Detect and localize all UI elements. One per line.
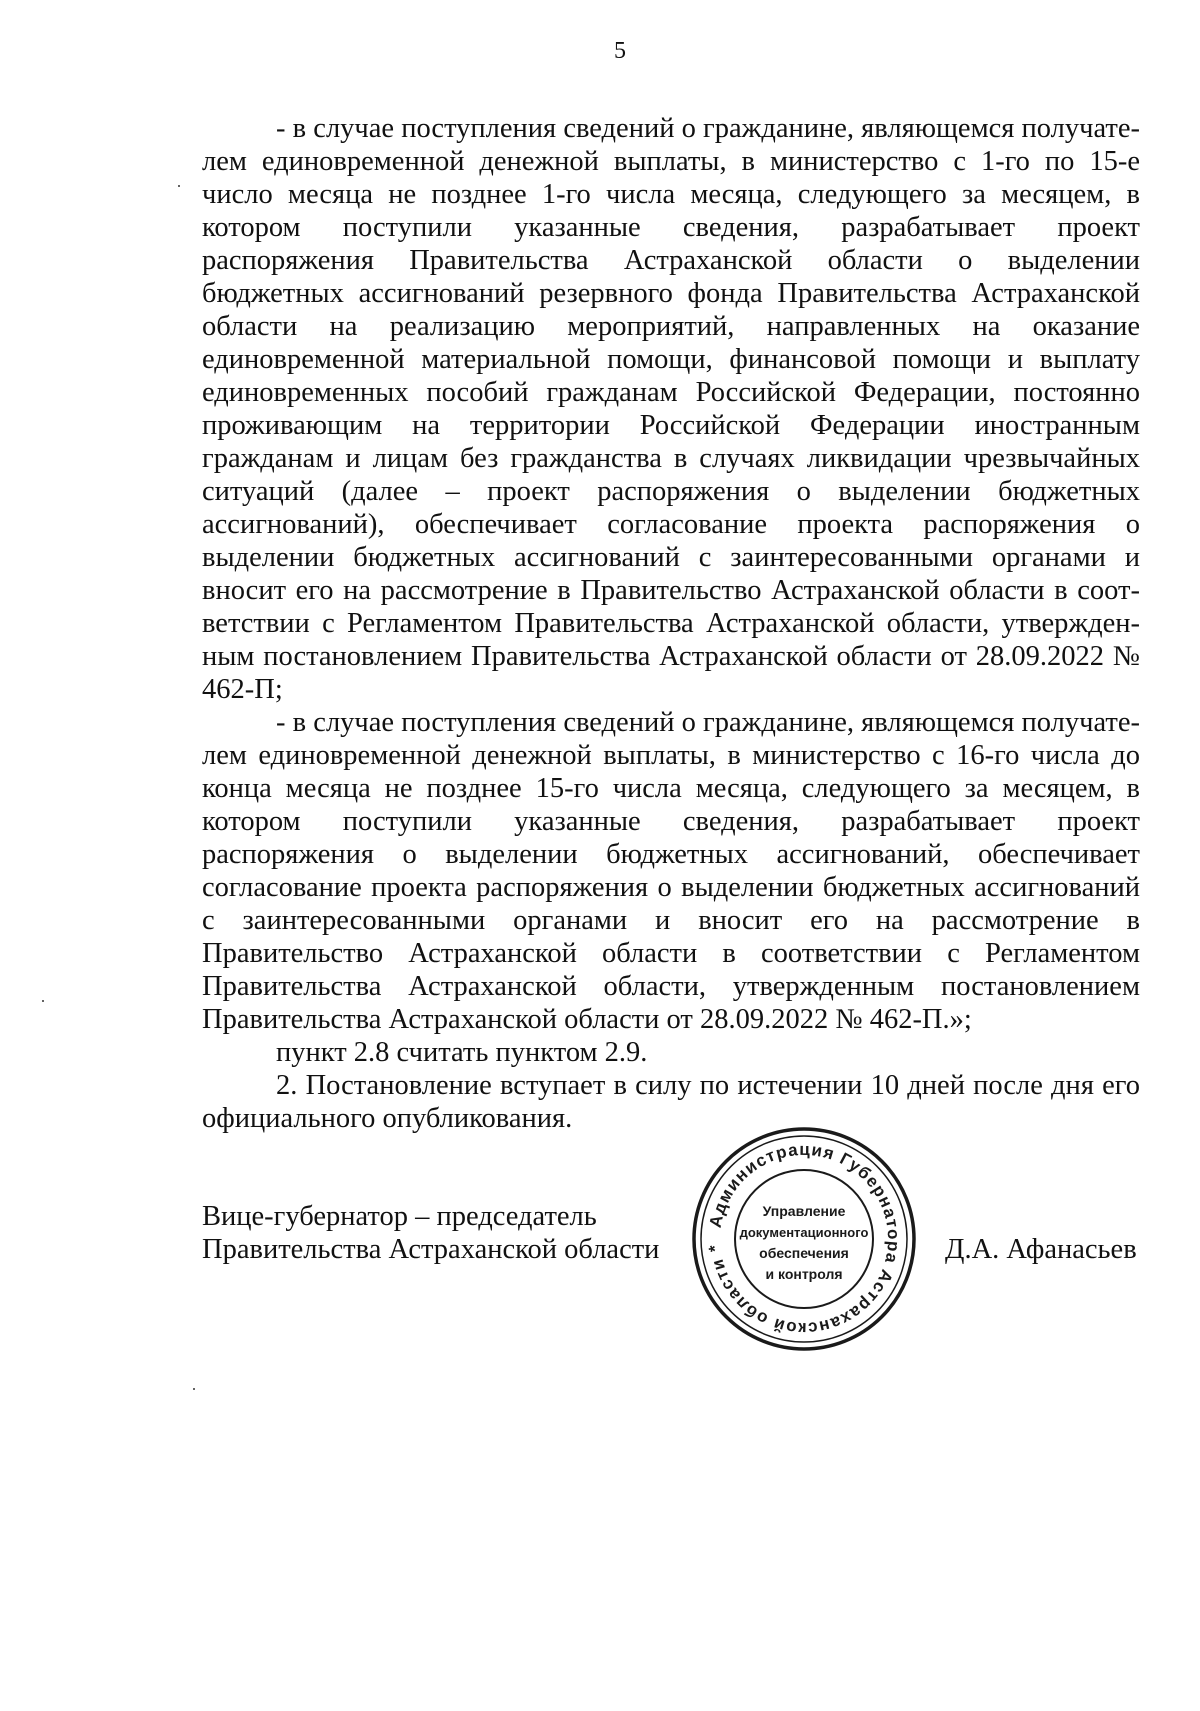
official-stamp [690,1125,918,1353]
scan-speck [42,1000,44,1002]
document-body [202,112,1140,1135]
stamp-inner-line-1: Управление [762,1203,846,1219]
scan-speck [178,185,180,187]
stamp-outer-text: Администрация Губернатора Астраханской области * [705,1139,904,1339]
scan-speck [193,1388,195,1390]
paragraph-second-case: - в случае поступления сведений о гражданине, являющемся получателем единовременной денежной выплаты, в министерство с 16-го числа до конца месяца не позднее 15-го числа месяца, следующего за месяцем, в котором поступили указанные сведения, разрабатывает проект распоряжения о выделении бюджетных ассигнований, обеспечивает согласование проекта распоряжения о выделении бюджетных ассигнований с заинтересованными органами и вносит его на рассмотрение в Правительство Астраханской области в соответствии с Регламентом Правительства Астраханской области, утвержденным постановлением Правительства Астраханской области от 28.09.2022 № 462-П.»; [202,707,1140,1035]
stamp-inner-line-2: документационного [739,1225,869,1240]
paragraph-renumber: пункт 2.8 считать пунктом 2.9. [276,1037,648,1068]
stamp-inner-line-4: и контроля [765,1266,843,1282]
paragraph-first-case: - в случае поступления сведений о гражданине, являющемся получателем единовременной денежной выплаты, в министерство с 1-го по 15-е число месяца не позднее 1-го числа месяца, следующего за месяцем, в котором поступили указанные сведения, разрабатывает проект распоряжения Правительства Астраханской области о выделении бюджетных ассигнований резервного фонда Правительства Астраханской области на реализацию мероприятий, направленных на оказание единовременной материальной помощи, финансовой помощи и выплату единовременных пособий гражданам Российской Федерации, постоянно проживающим на территории Российской Федерации иностранным гражданам и лицам без гражданства в случаях ликвидации чрезвычайных ситуаций (далее – проект распоряжения о выделении бюджетных ассигнований), обеспечивает согласование проекта распоряжения о выделении бюджетных ассигнований с заинтересованными органами и вносит его на рассмотрение в Правительство Астраханской области в соответствии с Регламентом Правительства Астраханской области, утвержденным постановлением Правительства Астраханской области от 28.09.2022 № 462-П; [202,113,1140,705]
signatory-title-line-1: Вице-губернатор – председатель [202,1201,597,1232]
signatory-title [202,1200,659,1266]
signatory-name: Д.А. Афанасьев [945,1234,1137,1265]
page-number: 5 [614,38,626,64]
paragraph-effective-date: 2. Постановление вступает в силу по истечении 10 дней после дня его официального опубликования. [202,1070,1140,1134]
signatory-title-line-2: Правительства Астраханской области [202,1234,660,1265]
stamp-inner-line-3: обеспечения [759,1245,849,1261]
